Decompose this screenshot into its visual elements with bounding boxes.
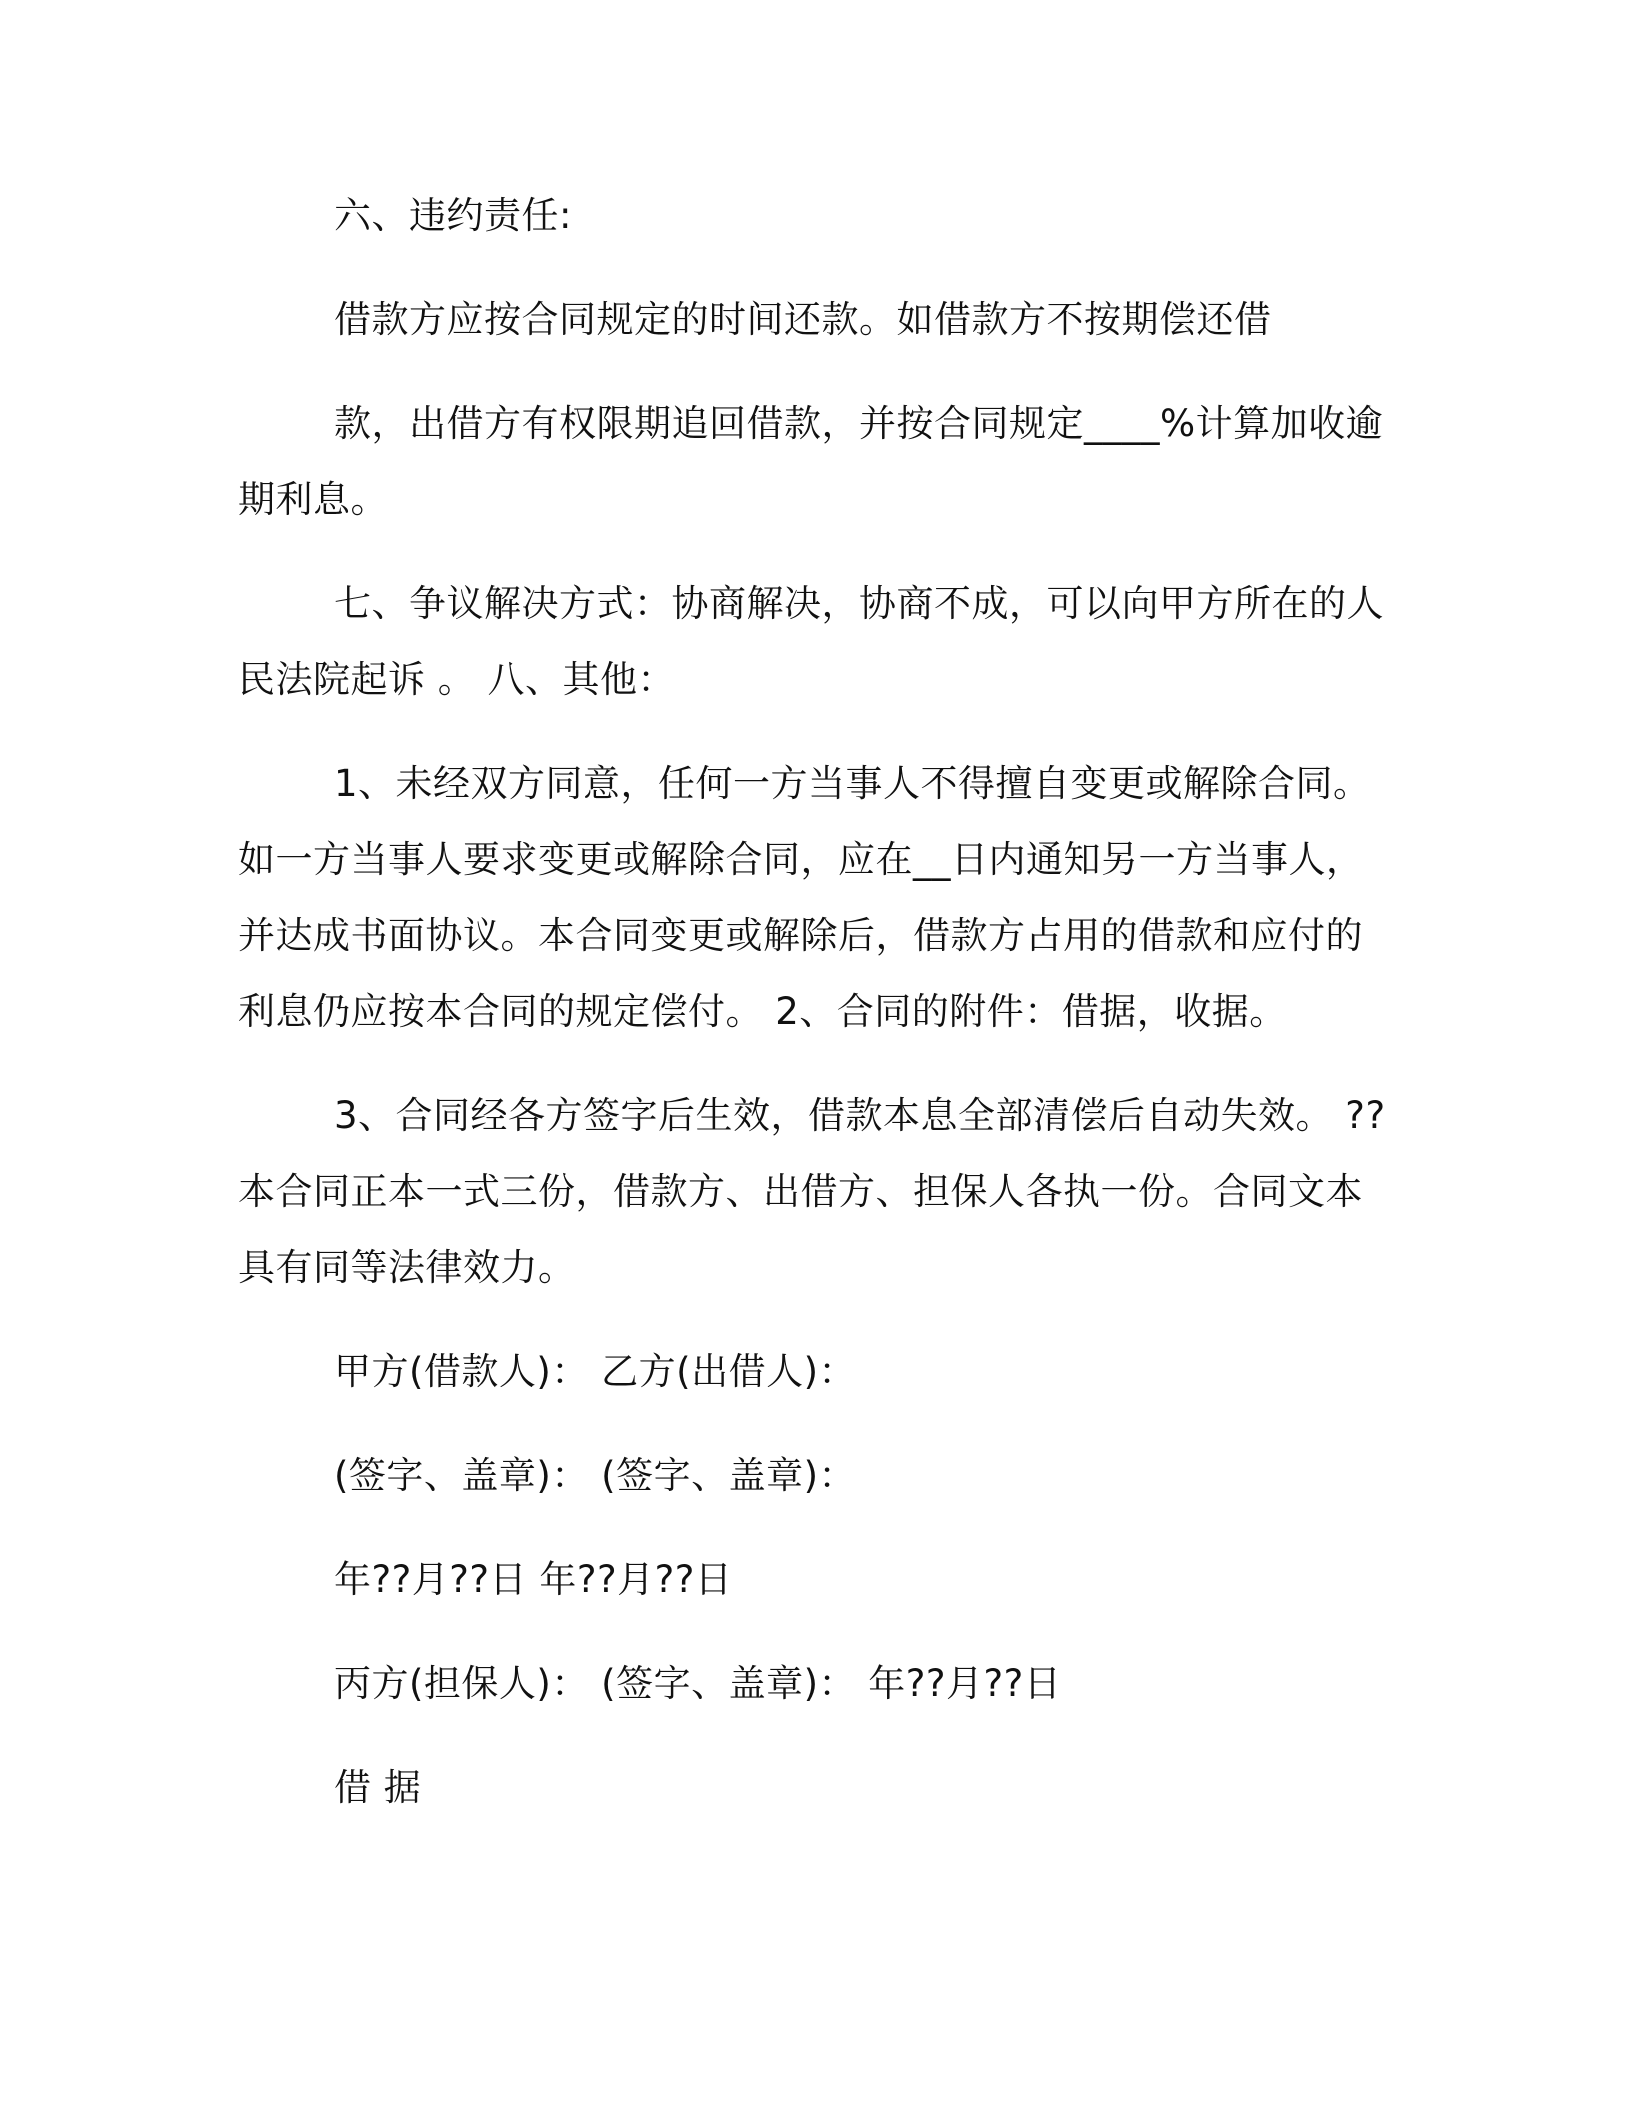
section-heading-breach: 六、违约责任: — [334, 194, 572, 237]
receipt-heading: 借 据 — [334, 1766, 422, 1809]
paragraph-line: 利息仍应按本合同的规定偿付。 2、合同的附件：借据，收据。 — [238, 990, 1287, 1033]
paragraph-line: 3、合同经各方签字后生效，借款本息全部清偿后自动失效。 ?? — [334, 1094, 1386, 1137]
paragraph-line: 期利息。 — [238, 478, 388, 521]
signature-parties-line: 甲方(借款人)： 乙方(出借人)： — [334, 1350, 857, 1393]
paragraph-line: 1、未经双方同意，任何一方当事人不得擅自变更或解除合同。 — [334, 762, 1371, 805]
signature-date-line: 年??月??日 年??月??日 — [334, 1558, 733, 1601]
paragraph-line: 本合同正本一式三份，借款方、出借方、担保人各执一份。合同文本 — [238, 1170, 1363, 1213]
paragraph-line: 具有同等法律效力。 — [238, 1246, 576, 1289]
paragraph-line: 借款方应按合同规定的时间还款。如借款方不按期偿还借 — [334, 298, 1272, 341]
paragraph-line: 款，出借方有权限期追回借款，并按合同规定____%计算加收逾 — [334, 402, 1384, 445]
paragraph-line: 如一方当事人要求变更或解除合同，应在__日内通知另一方当事人， — [238, 838, 1364, 881]
guarantor-line: 丙方(担保人)： (签字、盖章)： 年??月??日 — [334, 1662, 1062, 1705]
signature-seal-line: (签字、盖章)： (签字、盖章)： — [334, 1454, 857, 1497]
section-heading-dispute: 七、争议解决方式：协商解决，协商不成，可以向甲方所在的人 — [334, 582, 1384, 625]
paragraph-line: 并达成书面协议。本合同变更或解除后，借款方占用的借款和应付的 — [238, 914, 1363, 957]
paragraph-line: 民法院起诉 。 八、其他： — [238, 658, 676, 701]
